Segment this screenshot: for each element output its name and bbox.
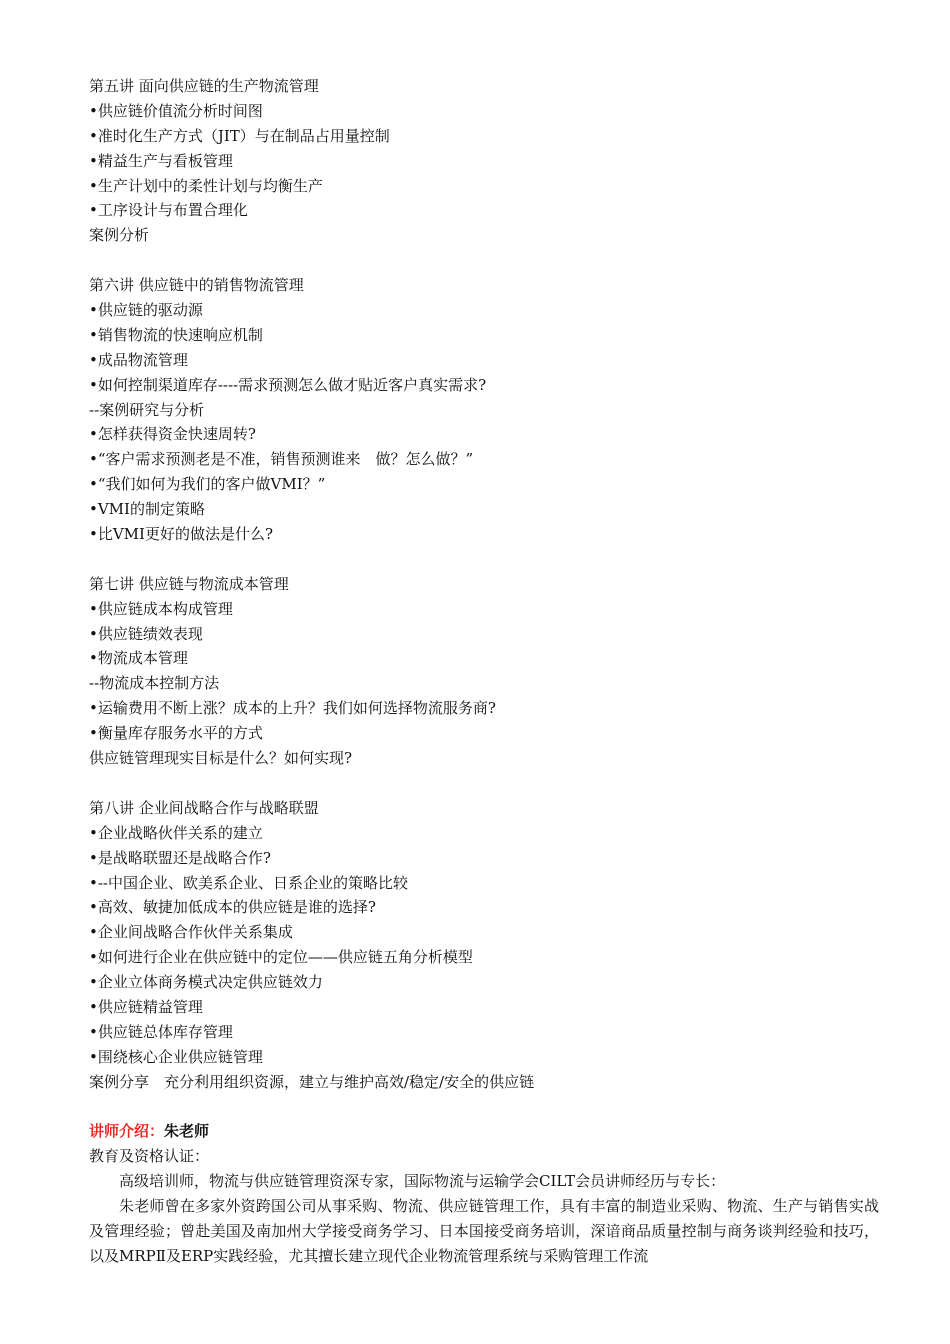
section-title: 第七讲 供应链与物流成本管理 [89, 574, 289, 593]
document-page [89, 74, 879, 1269]
section-7 [89, 572, 879, 771]
bullet-item: •成品物流管理 [89, 350, 188, 369]
instructor-experience-paragraph: 朱老师曾在多家外资跨国公司从事采购、物流、供应链管理工作，具有丰富的制造业采购、物流、生产与销售实战及管理经验；曾赴美国及南加州大学接受商务学习、日本国接受商务培训，深谙商品质量控制与商务谈判经验和技巧，以及MRPⅡ及ERP实践经验，尤其擅长建立现代企业物流管理系统与采购管理工作流 [89, 1197, 879, 1265]
bullet-item: •供应链总体库存管理 [89, 1022, 233, 1041]
case-line: 案例分享 充分利用组织资源，建立与维护高效/稳定/安全的供应链 [89, 1072, 535, 1091]
bullet-item: •供应链精益管理 [89, 997, 203, 1016]
bullet-item: •如何进行企业在供应链中的定位——供应链五角分析模型 [89, 948, 473, 967]
bullet-item: •供应链成本构成管理 [89, 599, 233, 618]
bullet-item: •--中国企业、欧美系企业、日系企业的策略比较 [89, 873, 408, 892]
summary-line: 供应链管理现实目标是什么？如何实现? [89, 749, 353, 768]
bullet-item: •高效、敏捷加低成本的供应链是谁的选择? [89, 898, 376, 917]
bullet-item: •准时化生产方式（JIT）与在制品占用量控制 [89, 126, 390, 145]
bullet-item: •围绕核心企业供应链管理 [89, 1047, 263, 1066]
bullet-item: •精益生产与看板管理 [89, 151, 233, 170]
section-title: 第六讲 供应链中的销售物流管理 [89, 276, 304, 295]
instructor-heading [89, 1119, 879, 1144]
bullet-item: •企业战略伙伴关系的建立 [89, 823, 263, 842]
case-line: 案例分析 [89, 226, 150, 245]
section-6 [89, 273, 879, 547]
bullet-item: •是战略联盟还是战略合作? [89, 848, 271, 867]
bullet-item: •企业立体商务模式决定供应链效力 [89, 973, 323, 992]
bullet-item: •销售物流的快速响应机制 [89, 325, 263, 344]
spacer [89, 248, 879, 273]
sub-heading: --案例研究与分析 [89, 400, 205, 419]
bullet-item: •企业间战略合作伙伴关系集成 [89, 923, 293, 942]
instructor-label: 讲师介绍： [89, 1122, 165, 1141]
sub-heading: --物流成本控制方法 [89, 674, 220, 693]
section-title: 第八讲 企业间战略合作与战略联盟 [89, 798, 319, 817]
section-5 [89, 74, 879, 248]
instructor-section [89, 1119, 879, 1268]
bullet-item: •供应链绩效表现 [89, 624, 203, 643]
bullet-item: •如何控制渠道库存----需求预测怎么做才贴近客户真实需求? [89, 375, 487, 394]
bullet-item: •怎样获得资金快速周转? [89, 425, 256, 444]
bullet-item: •“客户需求预测老是不准，销售预测谁来 做？怎么做？” [89, 450, 474, 469]
qualification-heading: 教育及资格认证： [89, 1147, 210, 1166]
bullet-item: •运输费用不断上涨？成本的上升？我们如何选择物流服务商? [89, 699, 496, 718]
bullet-item: •比VMI更好的做法是什么? [89, 525, 274, 544]
bullet-item: •VMI的制定策略 [89, 500, 205, 519]
instructor-intro-paragraph: 高级培训师，物流与供应链管理资深专家，国际物流与运输学会CILT会员讲师经历与专长： [119, 1172, 726, 1191]
bullet-item: •“我们如何为我们的客户做VMI？” [89, 475, 326, 494]
bullet-item: •供应链价值流分析时间图 [89, 101, 263, 120]
section-8 [89, 796, 879, 1095]
bullet-item: •物流成本管理 [89, 649, 188, 668]
bullet-item: •生产计划中的柔性计划与均衡生产 [89, 176, 323, 195]
bullet-item: •衡量库存服务水平的方式 [89, 724, 263, 743]
section-title: 第五讲 面向供应链的生产物流管理 [89, 77, 319, 95]
spacer [89, 547, 879, 572]
instructor-name: 朱老师 [164, 1122, 210, 1141]
spacer [89, 1095, 879, 1120]
bullet-item: •工序设计与布置合理化 [89, 201, 248, 220]
spacer [89, 771, 879, 796]
bullet-item: •供应链的驱动源 [89, 301, 203, 320]
